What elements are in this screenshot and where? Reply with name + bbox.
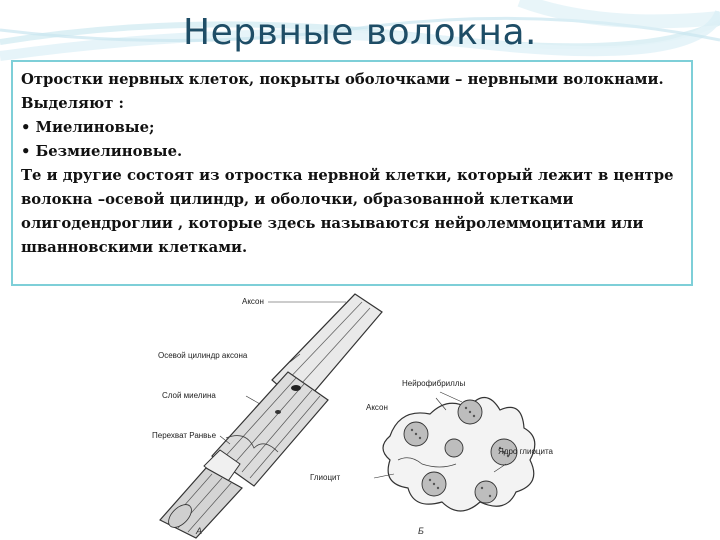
bullet-unmyelinated: • Безмиелиновые. (21, 143, 183, 160)
label-glial-nucleus: Ядро глиоцита (498, 447, 553, 456)
bullet-myelinated: • Миелиновые; (21, 119, 155, 136)
label-panel-b: Б (418, 526, 424, 536)
label-panel-a: А (196, 526, 203, 536)
label-neurofibrils: Нейрофибриллы (402, 379, 466, 388)
paragraph-intro: Отростки нервных клеток, покрыты оболочками – нервными волокнами. Выделяют : (21, 71, 664, 112)
paragraph-structure: Те и другие состоят из отростка нервной клетки, который лежит в центре волокна –осевой цилиндр, и оболочки, образованной клетками олигодендроглии , которые здесь называются нейролеммоцитами или шванновскими клетками. (21, 167, 674, 256)
label-axial-cylinder: Осевой цилиндр аксона (158, 351, 248, 360)
myelinated-fiber-drawing (160, 294, 382, 538)
nerve-fiber-illustration (150, 288, 580, 540)
label-ranvier-node: Перехват Ранвье (152, 431, 217, 440)
label-myelin-layer: Слой миелина (162, 391, 216, 400)
label-gliocyte: Глиоцит (310, 473, 341, 482)
label-axon-b: Аксон (366, 403, 388, 412)
label-axon-a: Аксон (242, 297, 264, 306)
page-title: Нервные волокна. (183, 12, 537, 53)
text-box (11, 60, 693, 286)
